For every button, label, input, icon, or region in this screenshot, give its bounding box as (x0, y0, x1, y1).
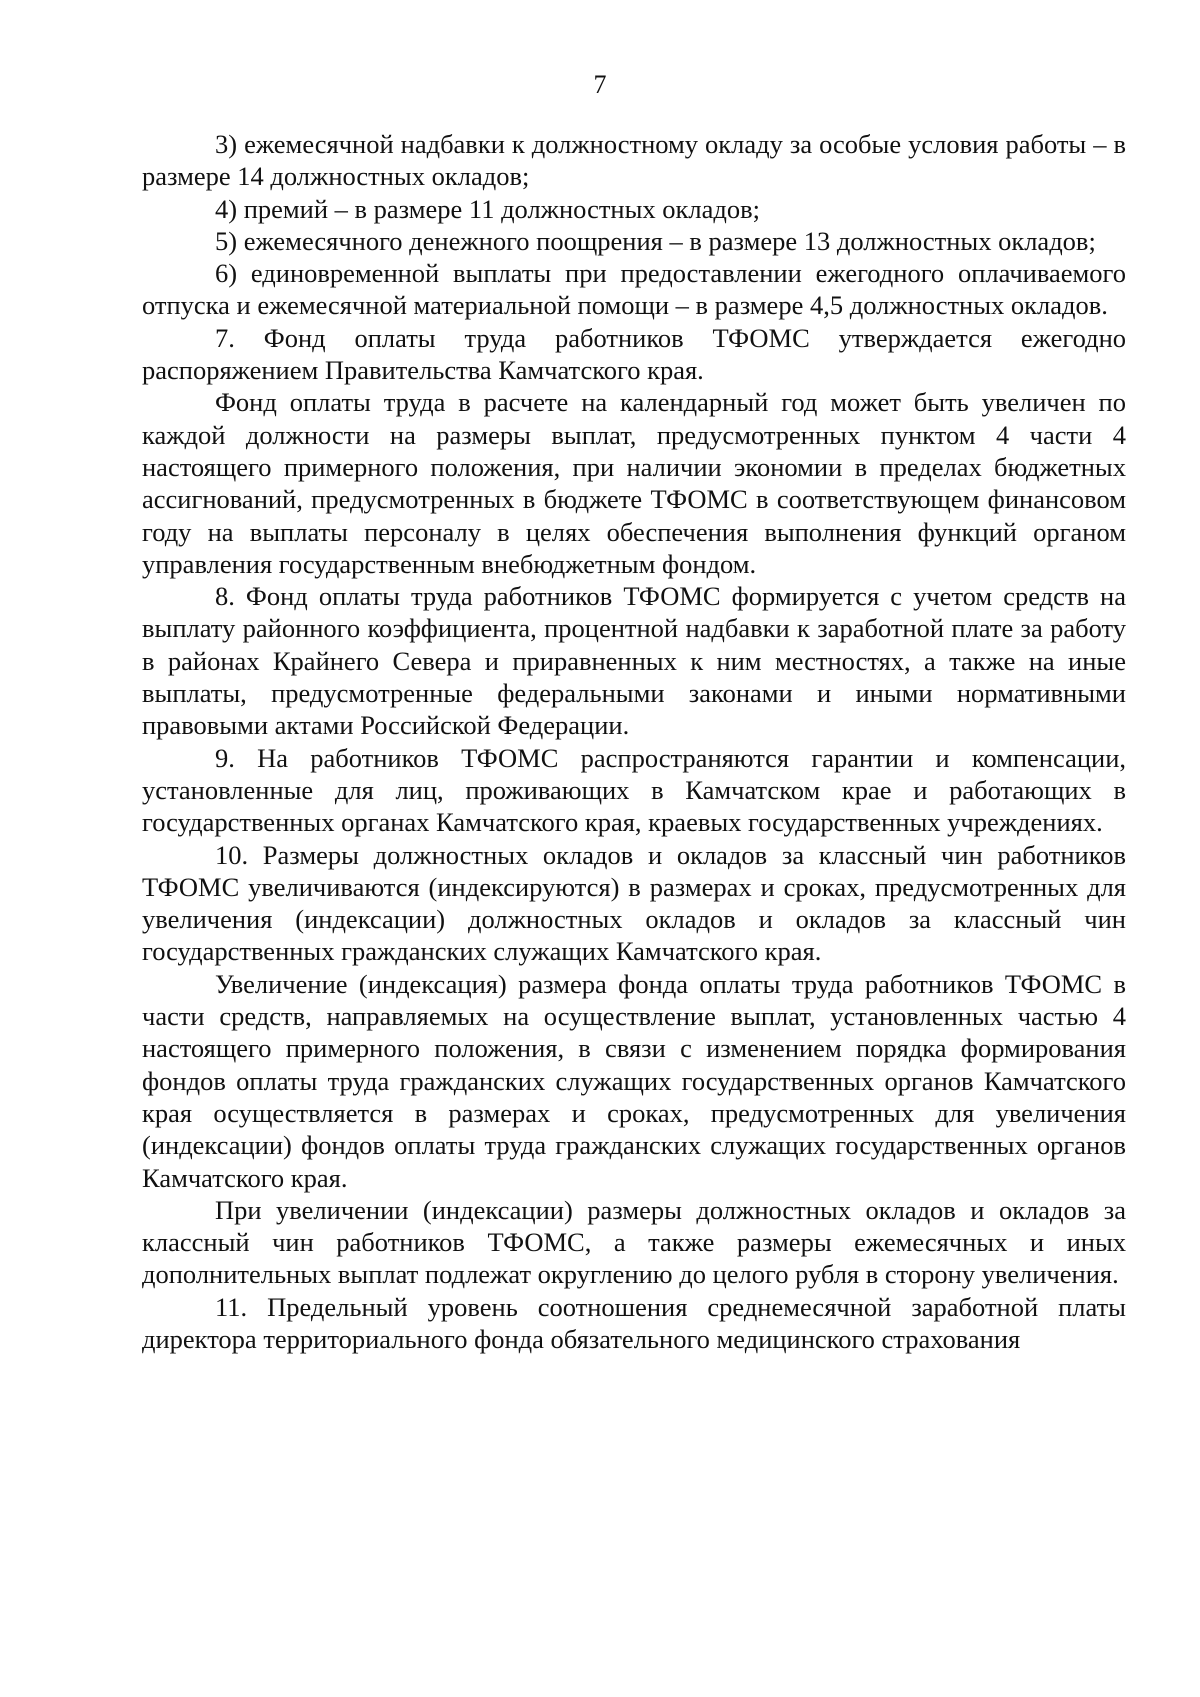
paragraph-item-3: 3) ежемесячной надбавки к должностному окладу за особые условия работы – в размере 14 должностных окладов; (142, 129, 1126, 192)
paragraph-item-5: 5) ежемесячного денежного поощрения – в размере 13 должностных окладов; (215, 225, 1096, 256)
paragraph-section-8: 8. Фонд оплаты труда работников ТФОМС формируется с учетом средств на выплату районного коэффициента, процентной надбавки к заработной плате за работу в районах Крайнего Севера и приравненных к ним местностях, а также на иные выплаты, предусмотренные федеральными законами и иными нормативными правовыми актами Российской Федерации. (142, 581, 1126, 741)
page-number: 7 (593, 70, 607, 99)
paragraph-item-6: 6) единовременной выплаты при предоставлении ежегодного оплачиваемого отпуска и ежемесячной материальной помощи – в размере 4,5 должностных окладов. (142, 258, 1126, 321)
paragraph-section-10: 10. Размеры должностных окладов и окладов за классный чин работников ТФОМС увеличиваются (индексируются) в размерах и сроках, предусмотренных для увеличения (индексации) должностных окладов и окладов за классный чин государственных гражданских служащих Камчатского края. (142, 839, 1126, 967)
paragraph-section-7: 7. Фонд оплаты труда работников ТФОМС утверждается ежегодно распоряжением Правительства Камчатского края. (142, 322, 1126, 386)
document-body (142, 128, 1126, 1355)
paragraph-item-4: 4) премий – в размере 11 должностных окладов; (215, 193, 761, 224)
paragraph-section-11: 11. Предельный уровень соотношения среднемесячной заработной платы директора территориального фонда обязательного медицинского страхования (142, 1291, 1126, 1354)
paragraph-section-9: 9. На работников ТФОМС распространяются гарантии и компенсации, установленные для лиц, проживающих в Камчатском крае и работающих в государственных органах Камчатского края, краевых государственных учреждениях. (142, 742, 1126, 838)
paragraph-section-7-fund-increase: Фонд оплаты труда в расчете на календарный год может быть увеличен по каждой должности на размеры выплат, предусмотренных пунктом 4 части 4 настоящего примерного положения, при наличии экономии в пределах бюджетных ассигнований, предусмотренных в бюджете ТФОМС в соответствующем финансовом году на выплаты персоналу в целях обеспечения выполнения функций органом управления государственным внебюджетным фондом. (142, 387, 1126, 579)
paragraph-section-10-indexation: Увеличение (индексация) размера фонда оплаты труда работников ТФОМС в части средств, направляемых на осуществление выплат, установленных частью 4 настоящего примерного положения, в связи с изменением порядка формирования фондов оплаты труда гражданских служащих государственных органов Камчатского края осуществляется в размерах и сроках, предусмотренных для увеличения (индексации) фондов оплаты труда гражданских служащих государственных органов Камчатского края. (142, 968, 1126, 1193)
paragraph-section-10-rounding: При увеличении (индексации) размеры должностных окладов и окладов за классный чин работников ТФОМС, а также размеры ежемесячных и иных дополнительных выплат подлежат округлению до целого рубля в сторону увеличения. (142, 1194, 1126, 1290)
